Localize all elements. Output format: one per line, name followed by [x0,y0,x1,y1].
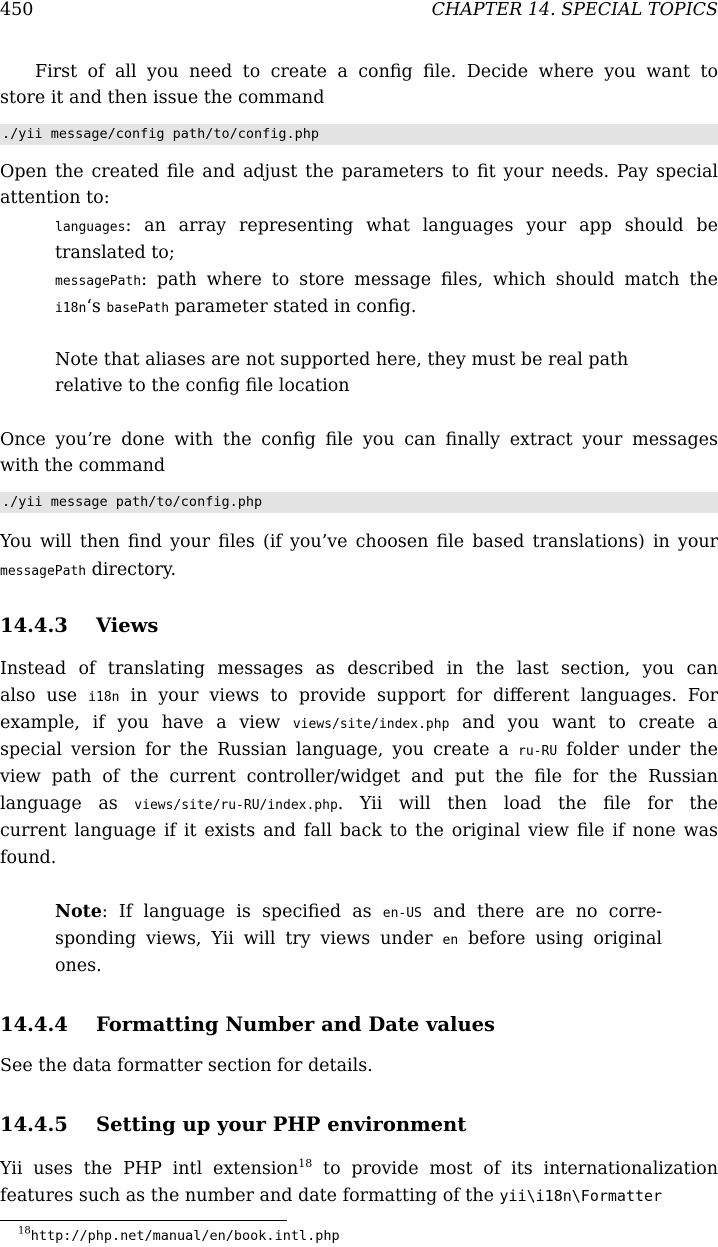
running-header: CHAPTER 14. SPECIAL TOPICS [431,0,718,20]
code-block-extract [0,492,718,513]
footnote-mark: 18 [18,1225,31,1237]
item-languages-line-2: translated to; [55,243,175,263]
note-label: Note [55,902,102,922]
item-messagepath-line-1: messagePath: path where to store message files, which should match the [55,270,718,290]
note-line-1: Note: If language is specified as en-US and there are no corre- [55,902,663,922]
code-views-index: views/site/index.php [292,717,450,732]
views-line-3: example, if you have a view views/site/index.php and you want to create a [0,713,718,733]
adjust-line-2: attention to: [0,188,110,208]
page-number: 450 [0,0,34,20]
code-en: en [442,933,459,948]
code-views-ru-index: views/site/ru-RU/index.php [134,798,338,813]
code-formatter: yii\i18n\Formatter [499,1187,663,1205]
footnote-rule [0,1220,287,1221]
code-messagepath: messagePath [55,274,142,289]
find-line-2: messagePath directory. [0,560,177,580]
code-config-command: ./yii message/config path/to/config.php [2,126,319,142]
php-line-2: features such as the number and date formatting of the yii\i18n\Formatter [0,1186,663,1206]
section-heading-views: 14.4.3 Views [0,614,159,637]
views-line-8: found. [0,848,57,868]
intro-line-2: store it and then issue the command [0,88,325,108]
php-line-1: Yii uses the PHP intl extension$^{18}$ to provide most of its internationalization [0,1157,718,1179]
footnote [18,1224,340,1247]
code-messagepath-dir: messagePath [0,564,87,579]
views-line-7: current language if it exists and fall back to the original view file if none was [0,821,718,841]
code-languages: languages [55,220,126,235]
footnote-ref: 18 [298,1157,313,1171]
section-heading-formatting: 14.4.4 Formatting Number and Date values [0,1013,496,1036]
once-line-2: with the command [0,456,166,476]
item-languages-line-1: languages: an array representing what languages your app should be [55,216,718,236]
code-block-config [0,124,718,145]
code-i18n-inline: i18n [88,690,120,705]
code-basepath: basePath [106,301,170,316]
code-ru-ru: ru-RU [518,744,558,759]
code-extract-command: ./yii message path/to/config.php [2,494,263,510]
note-line-3: ones. [55,956,102,976]
views-line-4: special version for the Russian language, you create a ru-RU folder under the [0,740,718,760]
adjust-line-1: Open the created file and adjust the parameters to fit your needs. Pay special [0,162,718,182]
intro-line-1: First of all you need to create a config file. Decide where you want to [35,62,718,82]
aliases-note-line-1: Note that aliases are not supported here, they must be real path [55,350,629,370]
aliases-note-line-2: relative to the config file location [55,376,350,396]
footnote-url[interactable]: http://php.net/manual/en/book.intl.php [30,1228,340,1244]
once-line-1: Once you’re done with the config file you can finally extract your messages [0,430,718,450]
note-line-2: sponding views, Yii will try views under en before using original [55,929,662,949]
code-i18n: i18n [55,301,87,316]
section-heading-php-env: 14.4.5 Setting up your PHP environment [0,1113,467,1136]
item-messagepath-line-2: i18n‘s basePath parameter stated in config. [55,297,417,317]
views-line-5: view path of the current controller/widget and put the file for the Russian [0,767,718,787]
code-en-us: en-US [382,906,422,921]
formatting-text: See the data formatter section for details. [0,1056,373,1076]
views-line-1: Instead of translating messages as described in the last section, you can [0,659,718,679]
views-line-6: language as views/site/ru-RU/index.php. Yii will then load the file for the [0,794,718,814]
views-line-2: also use i18n in your views to provide support for different languages. For [0,686,718,706]
find-line-1: You will then find your files (if you’ve choosen file based translations) in your [0,532,718,552]
